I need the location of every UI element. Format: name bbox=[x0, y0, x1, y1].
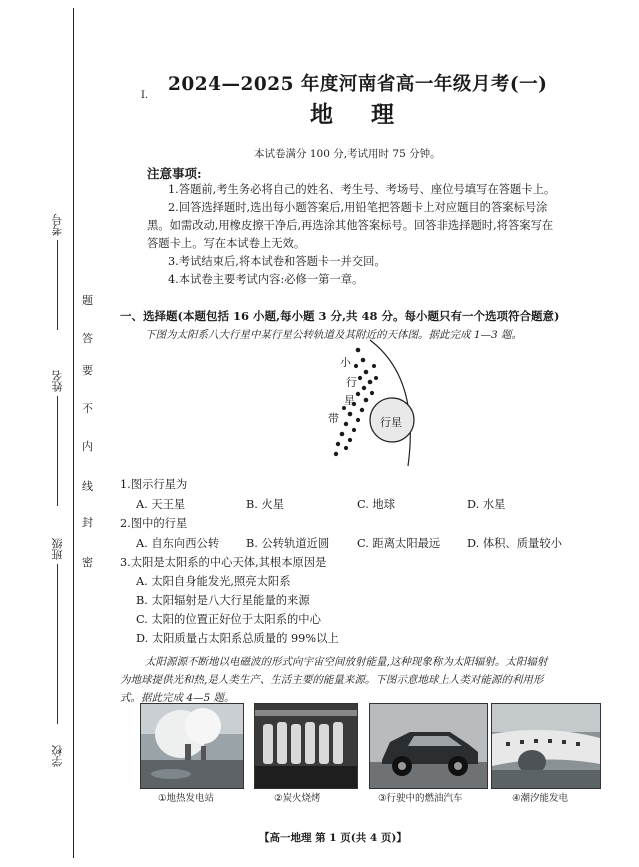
geothermal-photo bbox=[140, 703, 244, 789]
name-label: 姓名 bbox=[51, 370, 64, 392]
corner-mark: I. bbox=[141, 90, 149, 101]
school-label: 学校 bbox=[51, 745, 64, 767]
belt-char: 星 bbox=[344, 394, 355, 407]
photo-caption: ①地热发电站 bbox=[158, 793, 215, 804]
passage-line: 为地球提供光和热,是人类生产、生活主要的能量来源。下图示意地球上人类对能源的利用形 bbox=[120, 674, 544, 686]
option: D. 水星 bbox=[467, 498, 506, 511]
planet-label: 行星 bbox=[380, 416, 402, 429]
belt-char: 小 bbox=[340, 356, 351, 369]
orbit-svg bbox=[300, 338, 440, 468]
seal-char: 线 bbox=[82, 480, 93, 493]
option: B. 公转轨道近圆 bbox=[246, 537, 330, 550]
seal-char: 密 bbox=[82, 556, 93, 569]
diagram-lead: 下图为太阳系八大行星中某行星公转轨道及其附近的天体图。据此完成 1—3 题。 bbox=[145, 329, 523, 341]
photo-caption: ②炭火烧烤 bbox=[274, 793, 321, 804]
belt-char: 行 bbox=[346, 376, 357, 389]
photo-caption: ③行驶中的燃油汽车 bbox=[378, 793, 463, 804]
barbecue-photo bbox=[254, 703, 358, 789]
question-stem: 1.图示行星为 bbox=[120, 478, 188, 491]
subject-title: 地理 bbox=[310, 101, 432, 128]
option: A. 太阳自身能发光,照亮太阳系 bbox=[136, 575, 291, 588]
belt-char: 带 bbox=[328, 412, 339, 425]
seal-char: 内 bbox=[82, 440, 93, 453]
question-stem: 2.图中的行星 bbox=[120, 517, 188, 530]
exam-no-line bbox=[57, 240, 58, 330]
notice-heading: 注意事项: bbox=[147, 166, 202, 181]
notice-line: 答题卡上。写在本试卷上无效。 bbox=[147, 237, 306, 250]
option: B. 火星 bbox=[246, 498, 285, 511]
name-line bbox=[57, 396, 58, 506]
car-photo bbox=[369, 703, 488, 789]
seal-char: 不 bbox=[82, 402, 93, 415]
exam-title: 2024—2025 年度河南省高一年级月考(一) bbox=[168, 74, 548, 95]
option: A. 自东向西公转 bbox=[136, 537, 220, 550]
class-label: 班级 bbox=[51, 538, 64, 560]
notice-line: 黑。如需改动,用橡皮擦干净后,再选涂其他答案标号。回答非选择题时,将答案写在 bbox=[147, 219, 554, 232]
option: A. 天王星 bbox=[136, 498, 186, 511]
notice-line: 4.本试卷主要考试内容:必修一第一章。 bbox=[168, 273, 364, 286]
question-stem: 3.太阳是太阳系的中心天体,其根本原因是 bbox=[120, 556, 327, 569]
option: C. 太阳的位置正好位于太阳系的中心 bbox=[136, 613, 321, 626]
notice-line: 1.答题前,考生务必将自己的姓名、考生号、考场号、座位号填写在答题卡上。 bbox=[168, 183, 556, 196]
photo-caption: ④潮汐能发电 bbox=[512, 793, 569, 804]
class-line bbox=[57, 564, 58, 724]
notice-line: 3.考试结束后,将本试卷和答题卡一并交回。 bbox=[168, 255, 386, 268]
option: C. 地球 bbox=[357, 498, 396, 511]
option: D. 太阳质量占太阳系总质量的 99%以上 bbox=[136, 632, 339, 645]
exam-no-label: 考号 bbox=[51, 214, 64, 236]
tidal-photo bbox=[491, 703, 601, 789]
notice-line: 2.回答选择题时,选出每小题答案后,用铅笔把答题卡上对应题目的答案标号涂 bbox=[168, 201, 548, 214]
seal-char: 要 bbox=[82, 364, 93, 377]
option: D. 体积、质量较小 bbox=[467, 537, 562, 550]
passage-line: 太阳源源不断地以电磁波的形式向宇宙空间放射能量,这种现象称为太阳辐射。太阳辐射 bbox=[145, 656, 548, 668]
option: B. 太阳辐射是八大行星能量的来源 bbox=[136, 594, 310, 607]
section-heading: 一、选择题(本题包括 16 小题,每小题 3 分,共 48 分。每小题只有一个选项符合题意) bbox=[120, 309, 560, 323]
solar-diagram bbox=[300, 338, 440, 472]
seal-char: 答 bbox=[82, 332, 93, 345]
binding-line bbox=[73, 8, 74, 858]
exam-info: 本试卷满分 100 分,考试用时 75 分钟。 bbox=[254, 148, 441, 160]
seal-char: 题 bbox=[82, 294, 93, 307]
seal-char: 封 bbox=[82, 516, 93, 529]
passage-line: 式。据此完成 4—5 题。 bbox=[120, 692, 235, 704]
option: C. 距离太阳最远 bbox=[357, 537, 441, 550]
page-footer: 【高一地理 第 1 页(共 4 页)】 bbox=[259, 832, 407, 844]
